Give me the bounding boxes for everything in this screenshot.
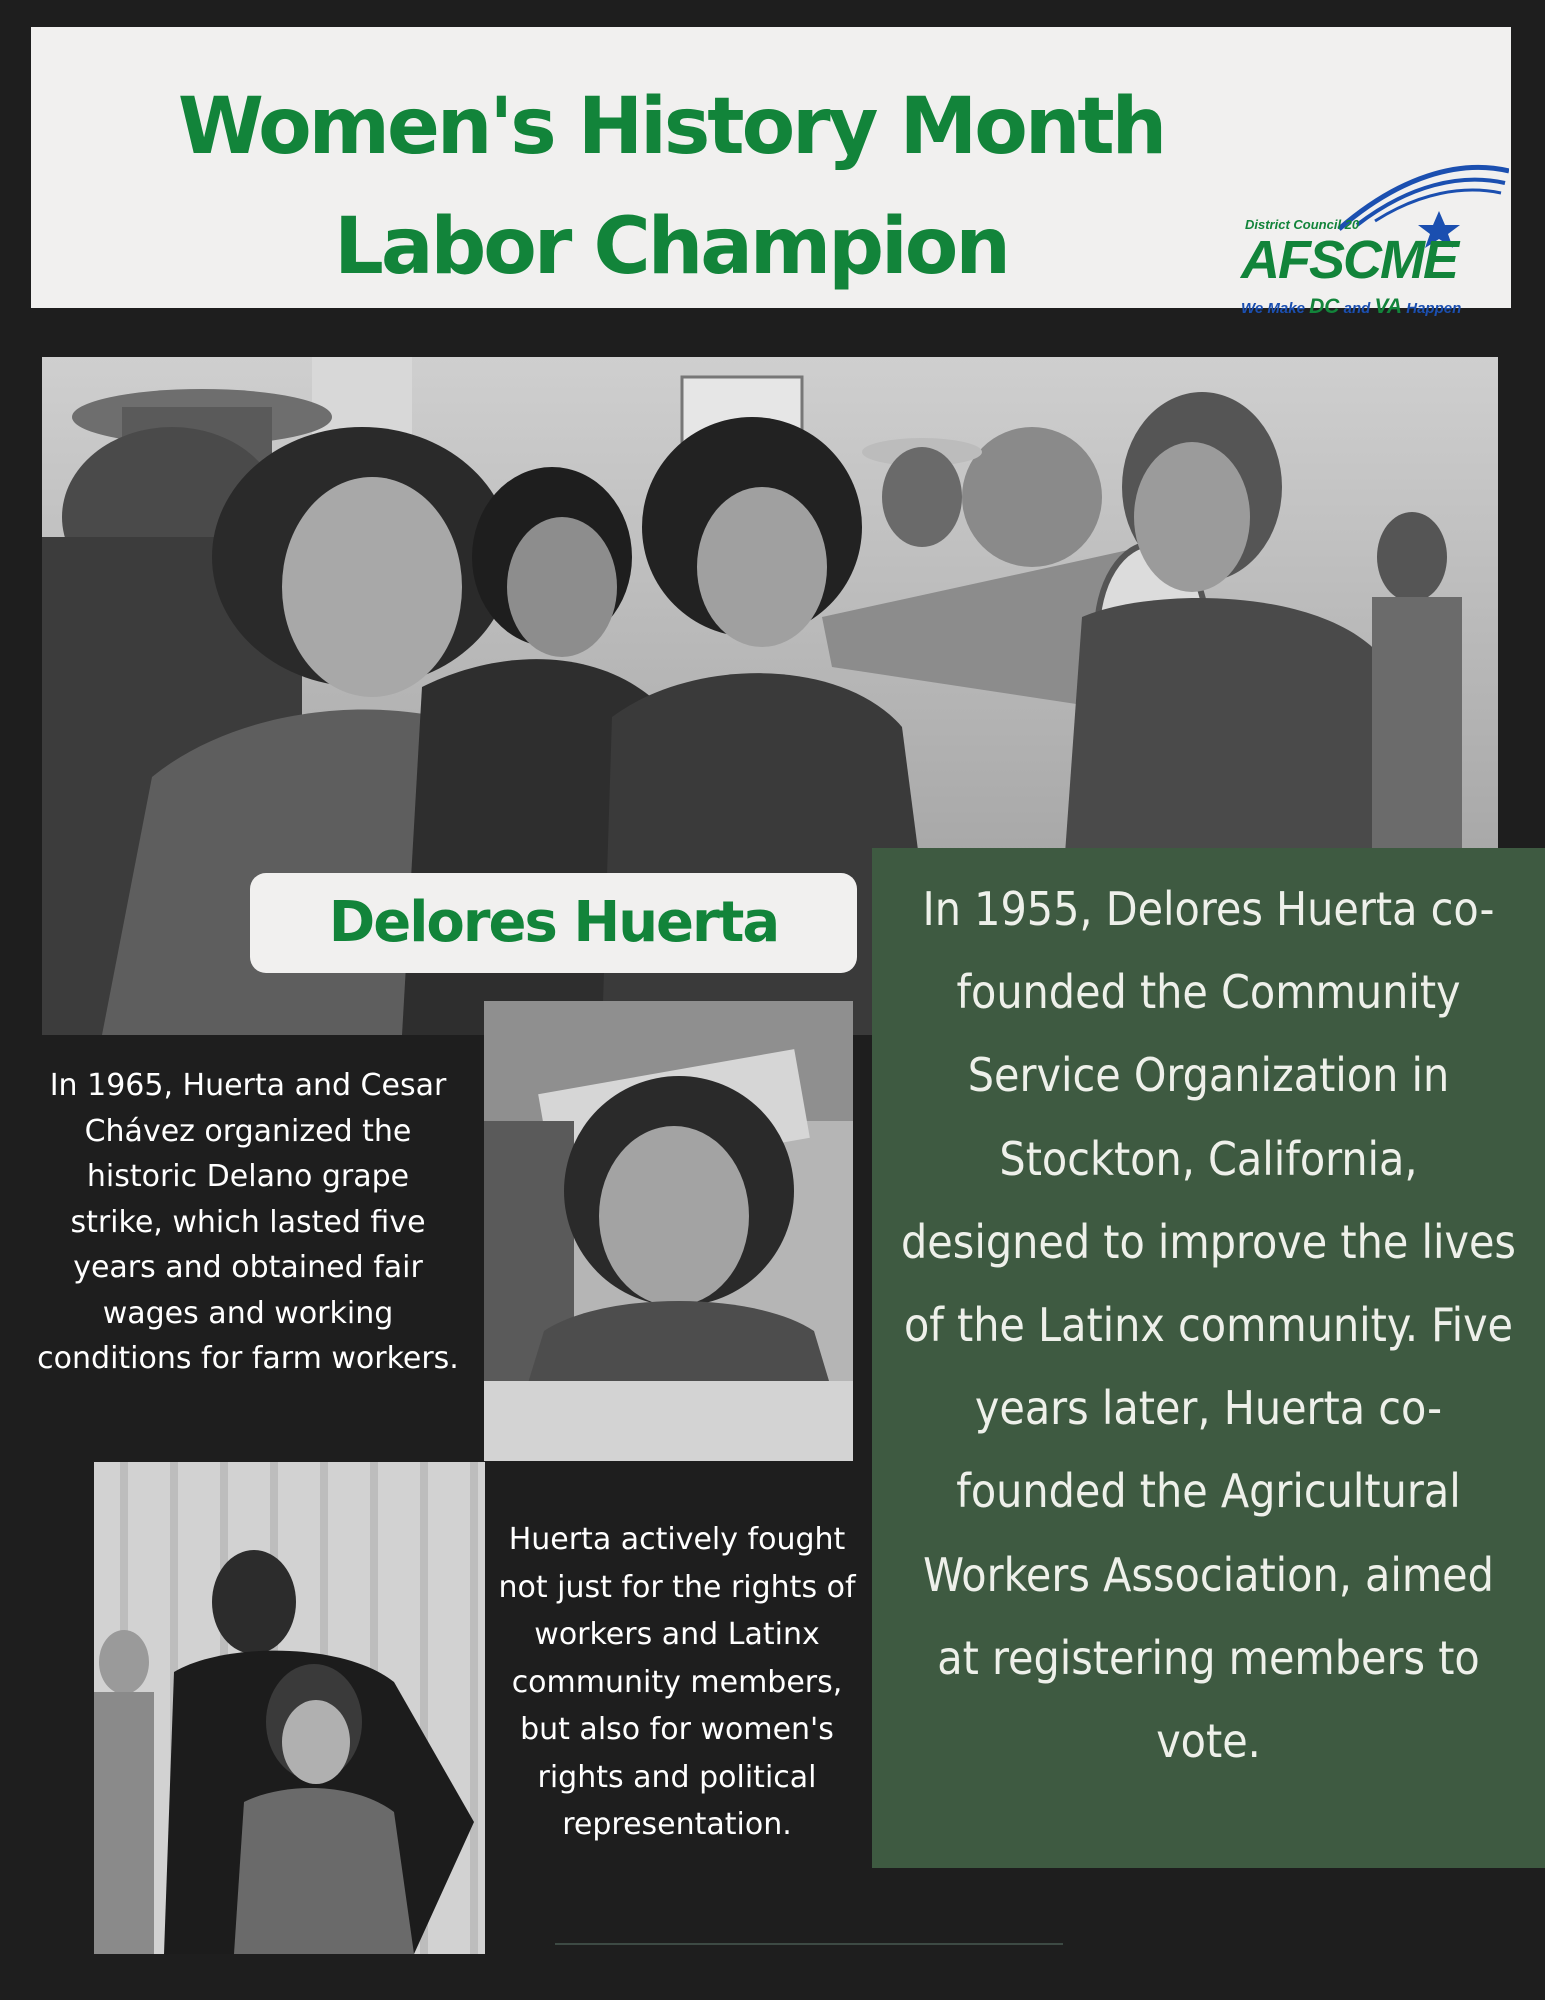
- tagline-pre: We Make: [1241, 300, 1305, 317]
- council-label: District Council 20: [1245, 217, 1360, 232]
- rally-portrait-photo: [484, 1001, 853, 1461]
- medal-ceremony-photo: [94, 1462, 485, 1954]
- afscme-logo: [1209, 137, 1509, 318]
- tagline-and: and: [1343, 300, 1371, 317]
- name-label: Delores Huerta: [250, 873, 857, 973]
- title-line-2: Labor Champion: [334, 202, 1008, 292]
- header-banner: [31, 27, 1511, 318]
- logo-tagline: [1241, 295, 1461, 319]
- tagline-va: VA: [1374, 295, 1403, 318]
- page-title: [171, 67, 1171, 307]
- tagline-post: Happen: [1406, 300, 1462, 317]
- tagline-dc: DC: [1309, 295, 1340, 318]
- title-line-1: Women's History Month: [177, 82, 1165, 172]
- brand-name: AFSCME: [1241, 230, 1457, 290]
- divider-line: [555, 1943, 1063, 1945]
- panel-text: In 1955, Delores Huerta co-founded the Community Service Organization in Stockton, California, designed to improve the lives of the Latinx community. Five years later, Huerta co-founded the Agricultural Workers Association, aimed at registering members to vote.: [901, 882, 1516, 1769]
- paragraph-two: Huerta actively fought not just for the rights of workers and Latinx community members, but also for women's rights and political representation.: [498, 1522, 856, 1842]
- story-panel: [872, 848, 1545, 1868]
- paragraph-one: In 1965, Huerta and Cesar Chávez organized the historic Delano grape strike, which lasted five years and obtained fair wages and working conditions for farm workers.: [37, 1068, 459, 1376]
